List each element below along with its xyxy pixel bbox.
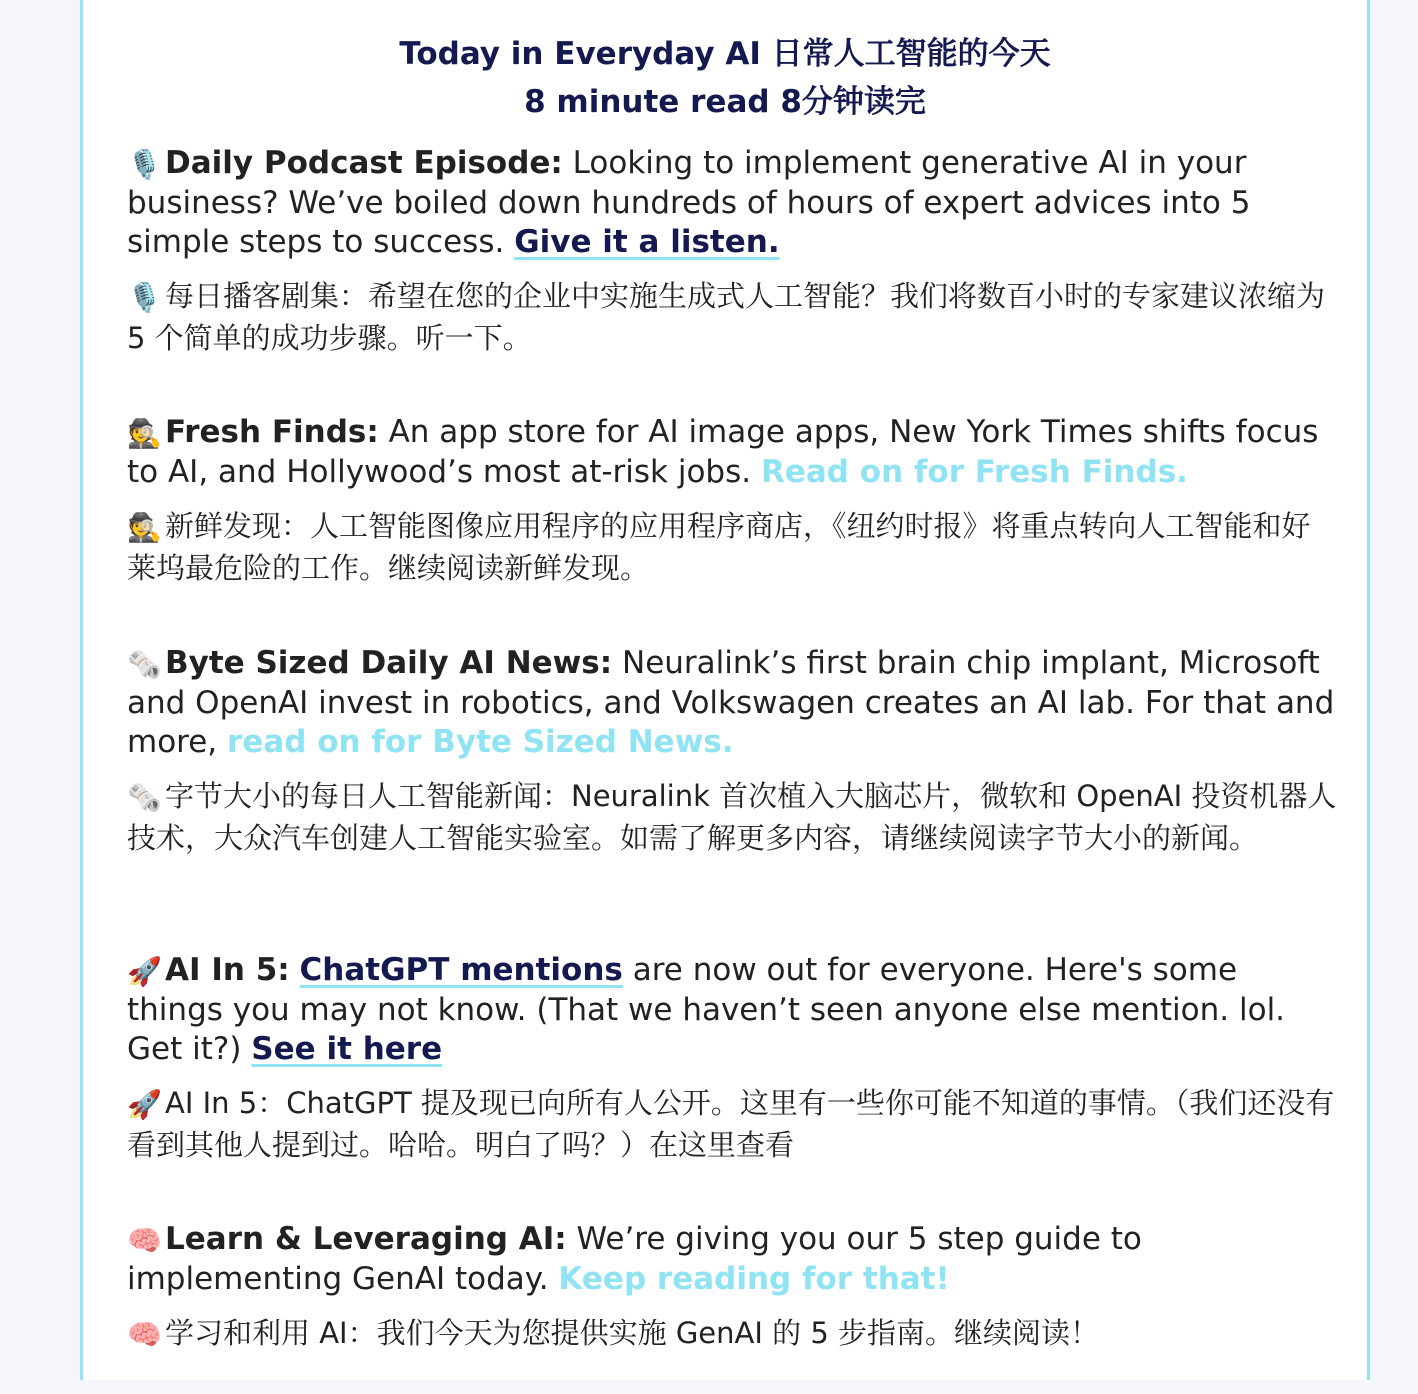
microphone-icon: 🎙️ (127, 148, 162, 181)
fresh-finds-section (127, 413, 1337, 589)
microphone-icon: 🎙️ (127, 281, 162, 314)
byte-sized-text: Neuralink’s first brain chip implant, Microsoft and OpenAI invest in robotics, and Volkswagen creates an AI lab. For that and more, (127, 645, 1335, 760)
fresh-finds-text: An app store for AI image apps, New York Times shifts focus to AI, and Hollywood’s most at-risk jobs. (127, 414, 1319, 490)
podcast-summary-zh (127, 276, 1337, 359)
fresh-finds-summary-en (127, 413, 1337, 492)
page-background-strip (0, 1380, 1418, 1394)
ai-in-5-text: are now out for everyone. Here's some things you may not know. (That we haven’t seen anyone else mention. lol. Get it?) (127, 952, 1286, 1067)
newspaper-icon: 🗞️ (127, 781, 162, 814)
byte-sized-lead: Byte Sized Daily AI News: (165, 645, 613, 681)
podcast-zh-text: 每日播客剧集：希望在您的企业中实施生成式人工智能？我们将数百小时的专家建议浓缩为 5 个简单的成功步骤。听一下。 (127, 279, 1326, 355)
byte-sized-zh-text: 字节大小的每日人工智能新闻：Neuralink 首次植入大脑芯片，微软和 OpenAI 投资机器人技术，大众汽车创建人工智能实验室。如需了解更多内容，请继续阅读字节大小的新闻。 (127, 779, 1337, 855)
ai-in-5-summary-en (127, 951, 1337, 1069)
ai-in-5-zh-text: AI In 5：ChatGPT 提及现已向所有人公开。这里有一些你可能不知道的事情。（我们还没有看到其他人提到过。哈哈。明白了吗？）在这里查看 (127, 1086, 1335, 1162)
fresh-finds-link[interactable]: Read on for Fresh Finds. (760, 454, 1188, 490)
learn-leveraging-zh-text: 学习和利用 AI：我们今天为您提供实施 GenAI 的 5 步指南。继续阅读！ (165, 1316, 1100, 1350)
newsletter-title: Today in Everyday AI 日常人工智能的今天 (399, 36, 1051, 72)
rocket-icon: 🚀 (127, 1088, 162, 1121)
learn-leveraging-section (127, 1220, 1337, 1355)
keep-reading-link[interactable]: Keep reading for that! (558, 1261, 950, 1297)
podcast-text: Looking to implement generative AI in your business? We’ve boiled down hundreds of hours of expert advices into 5 simple steps to success. (127, 145, 1251, 260)
fresh-finds-summary-zh (127, 506, 1337, 589)
rocket-icon: 🚀 (127, 955, 162, 988)
ai-in-5-section (127, 951, 1337, 1166)
podcast-section (127, 144, 1337, 359)
newsletter-card (80, 0, 1370, 1380)
byte-sized-link[interactable]: read on for Byte Sized News. (227, 724, 734, 760)
fresh-finds-lead: Fresh Finds: (165, 414, 379, 450)
learn-leveraging-text: We’re giving you our 5 step guide to implementing GenAI today. (127, 1221, 1142, 1297)
newspaper-icon: 🗞️ (127, 648, 162, 681)
ai-in-5-summary-zh (127, 1083, 1337, 1166)
detective-icon: 🕵️ (127, 417, 162, 450)
read-time: 8 minute read 8分钟读完 (524, 84, 926, 120)
learn-leveraging-summary-en (127, 1220, 1337, 1299)
learn-leveraging-summary-zh (127, 1313, 1337, 1355)
podcast-summary-en (127, 144, 1337, 262)
brain-icon: 🧠 (127, 1224, 162, 1257)
chatgpt-mentions-link[interactable]: ChatGPT mentions (299, 952, 623, 988)
detective-icon: 🕵️ (127, 511, 162, 544)
ai-in-5-lead: AI In 5: (165, 952, 290, 988)
podcast-lead: Daily Podcast Episode: (165, 145, 563, 181)
podcast-listen-link[interactable]: Give it a listen. (514, 224, 780, 260)
learn-leveraging-lead: Learn & Leveraging AI: (165, 1221, 567, 1257)
brain-icon: 🧠 (127, 1318, 162, 1351)
byte-sized-summary-zh (127, 776, 1337, 859)
byte-sized-news-section (127, 644, 1337, 859)
fresh-finds-zh-text: 新鲜发现：人工智能图像应用程序的应用程序商店，《纽约时报》将重点转向人工智能和好莱坞最危险的工作。继续阅读新鲜发现。 (127, 509, 1311, 585)
newsletter-header (83, 30, 1367, 126)
byte-sized-summary-en (127, 644, 1337, 762)
see-it-here-link[interactable]: See it here (251, 1031, 443, 1067)
